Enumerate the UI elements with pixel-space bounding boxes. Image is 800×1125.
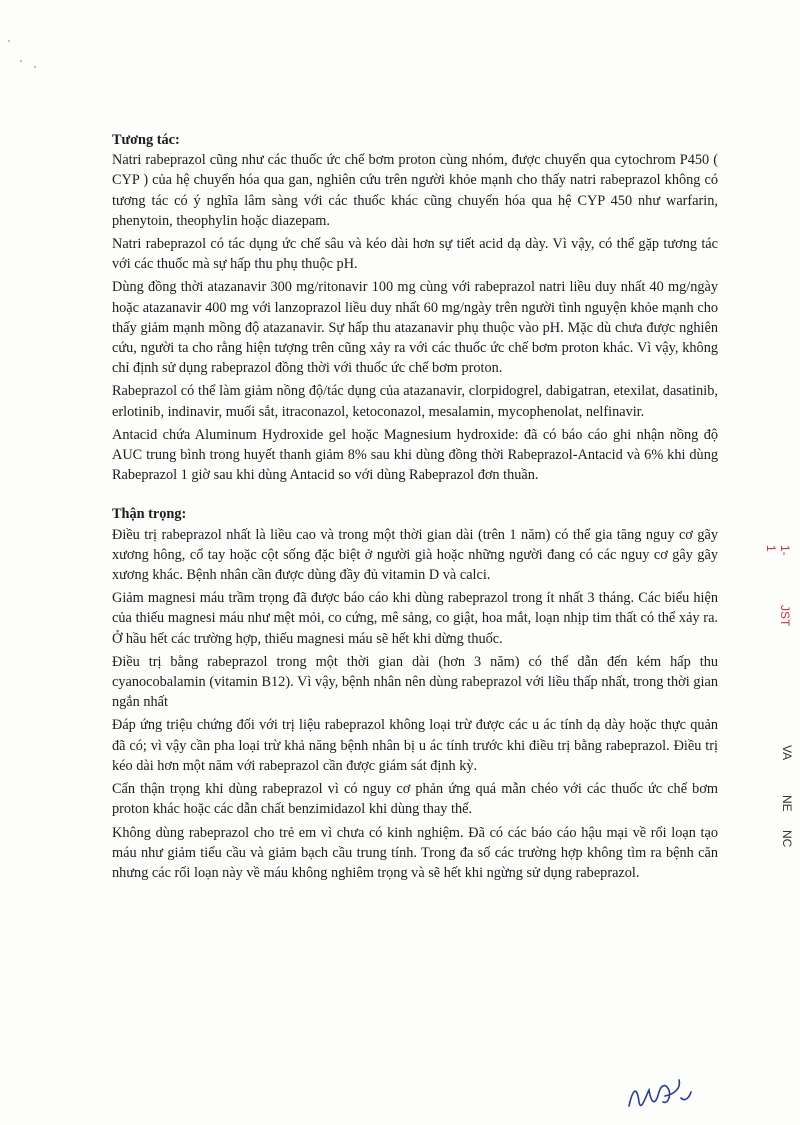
margin-stamp-fragments xyxy=(760,0,800,1125)
paragraph: Không dùng rabeprazol cho trẻ em vì chưa có kinh nghiệm. Đã có các báo cáo hậu mại về rối loạn tạo máu như giảm tiểu cầu và giảm bạch cầu trung tính. Trong đa số các trường hợp không tìm ra bệnh căn nhưng các rối loạn này về máu không nghiêm trọng và sẽ hết khi ngừng sử dụng rabeprazol. xyxy=(112,824,718,881)
margin-mark: VA xyxy=(780,745,794,761)
margin-mark: 1-1 xyxy=(764,545,792,556)
paragraph: Antacid chứa Aluminum Hydroxide gel hoặc Magnesium hydroxide: đã có báo cáo ghi nhận nồng độ AUC trung bình trong huyết thanh giảm 8% sau khi dùng đồng thời Rabeprazol-Antacid và 6% khi dùng Rabeprazol 1 giờ sau khi dùng Antacid so với dùng Rabeprazol đơn thuần. xyxy=(112,426,718,484)
paragraph: Cẩn thận trọng khi dùng rabeprazol vì có nguy cơ phản ứng quá mẫn chéo với các thuốc ức chế bơm proton khác hoặc các dẫn chất benzimidazol khi dùng thay thế. xyxy=(112,781,718,818)
section-title-precautions: Thận trọng: xyxy=(112,506,187,523)
section-title-interactions: Tương tác: xyxy=(112,132,180,148)
precautions-section xyxy=(112,504,718,883)
margin-mark: JST xyxy=(778,605,792,627)
scan-speck xyxy=(8,40,10,42)
paragraph: Natri rabeprazol cũng như các thuốc ức chế bơm proton cùng nhóm, được chuyển qua cytochrom P450 ( CYP ) của hệ chuyển hóa qua gan, nghiên cứu trên người khỏe mạnh cho thấy natri rabeprazol không có tương tác có ý nghĩa lâm sàng với các thuốc khác cũng chuyển hóa qua hệ CYP 450 như warfarin, phenytoin, theophylin hoặc diazepam. xyxy=(112,152,718,229)
paragraph: Natri rabeprazol có tác dụng ức chế sâu và kéo dài hơn sự tiết acid dạ dày. Vì vậy, có thể gặp tương tác với các thuốc mà sự hấp thu phụ thuộc pH. xyxy=(112,236,718,273)
scan-speck xyxy=(34,66,36,68)
paragraph: Giảm magnesi máu trầm trọng đã được báo cáo khi dùng rabeprazol trong ít nhất 3 tháng. Các biểu hiện của thiếu magnesi máu như mệt mỏi, co cứng, mê sảng, co giật, hoa mắt, loạn nhịp tim thất có thể xảy ra. Ở hầu hết các trường hợp, thiếu magnesi máu sẽ hết khi dừng thuốc. xyxy=(112,590,718,647)
margin-mark: NE xyxy=(780,795,794,812)
interactions-section xyxy=(112,130,718,485)
scan-speck xyxy=(20,60,22,62)
document-page xyxy=(112,130,718,886)
paragraph: Điều trị rabeprazol nhất là liều cao và trong một thời gian dài (trên 1 năm) có thể gia tăng nguy cơ gãy xương hông, cổ tay hoặc cột sống đặc biệt ở người già hoặc những người đang có các nguy cơ gây gãy xương khác. Bệnh nhân cần được dùng đầy đủ vitamin D và calci. xyxy=(112,526,718,584)
paragraph: Dùng đồng thời atazanavir 300 mg/ritonavir 100 mg cùng với rabeprazol natri liều duy nhất 40 mg/ngày hoặc atazanavir 400 mg với lanzoprazol liều duy nhất 60 mg/ngày trên người tình nguyện khỏe mạnh cho thấy giảm mạnh mồng độ atazanavir. Sự hấp thu atazanavir phụ thuộc vào pH. Mặc dù chưa được nghiên cứu, người ta cho rằng hiện tượng trên cũng xảy ra với các thuốc ức chế bơm proton khác. Vì vậy, không chỉ định sử dụng rabeprazol đồng thời với thuốc ức chế bơm proton. xyxy=(112,279,718,377)
paragraph: Rabeprazol có thể làm giảm nồng độ/tác dụng của atazanavir, clorpidogrel, dabigatran, etexilat, dasatinib, erlotinib, indinavir, muối sắt, itraconazol, ketoconazol, mesalamin, mycophenolat, nelfinavir. xyxy=(112,383,718,420)
margin-mark: NC xyxy=(780,830,794,848)
paragraph: Điều trị bằng rabeprazol trong một thời gian dài (hơn 3 năm) có thể dẫn đến kém hấp thu cyanocobalamin (vitamin B12). Vì vậy, bệnh nhân nên dùng rabeprazol với liều thấp nhất, trong thời gian ngắn nhất xyxy=(112,653,718,711)
paragraph: Đáp ứng triệu chứng đối với trị liệu rabeprazol không loại trừ được các u ác tính dạ dày hoặc thực quản đã có; vì vậy cần pha loại trừ khả năng bệnh nhân bị u ác tính trước khi điều trị bằng rabeprazol. Điều trị kéo dài hơn một năm với rabeprazol cần được giám sát định kỳ. xyxy=(112,717,718,774)
handwritten-signature xyxy=(625,1068,695,1118)
section-spacer xyxy=(112,488,718,504)
